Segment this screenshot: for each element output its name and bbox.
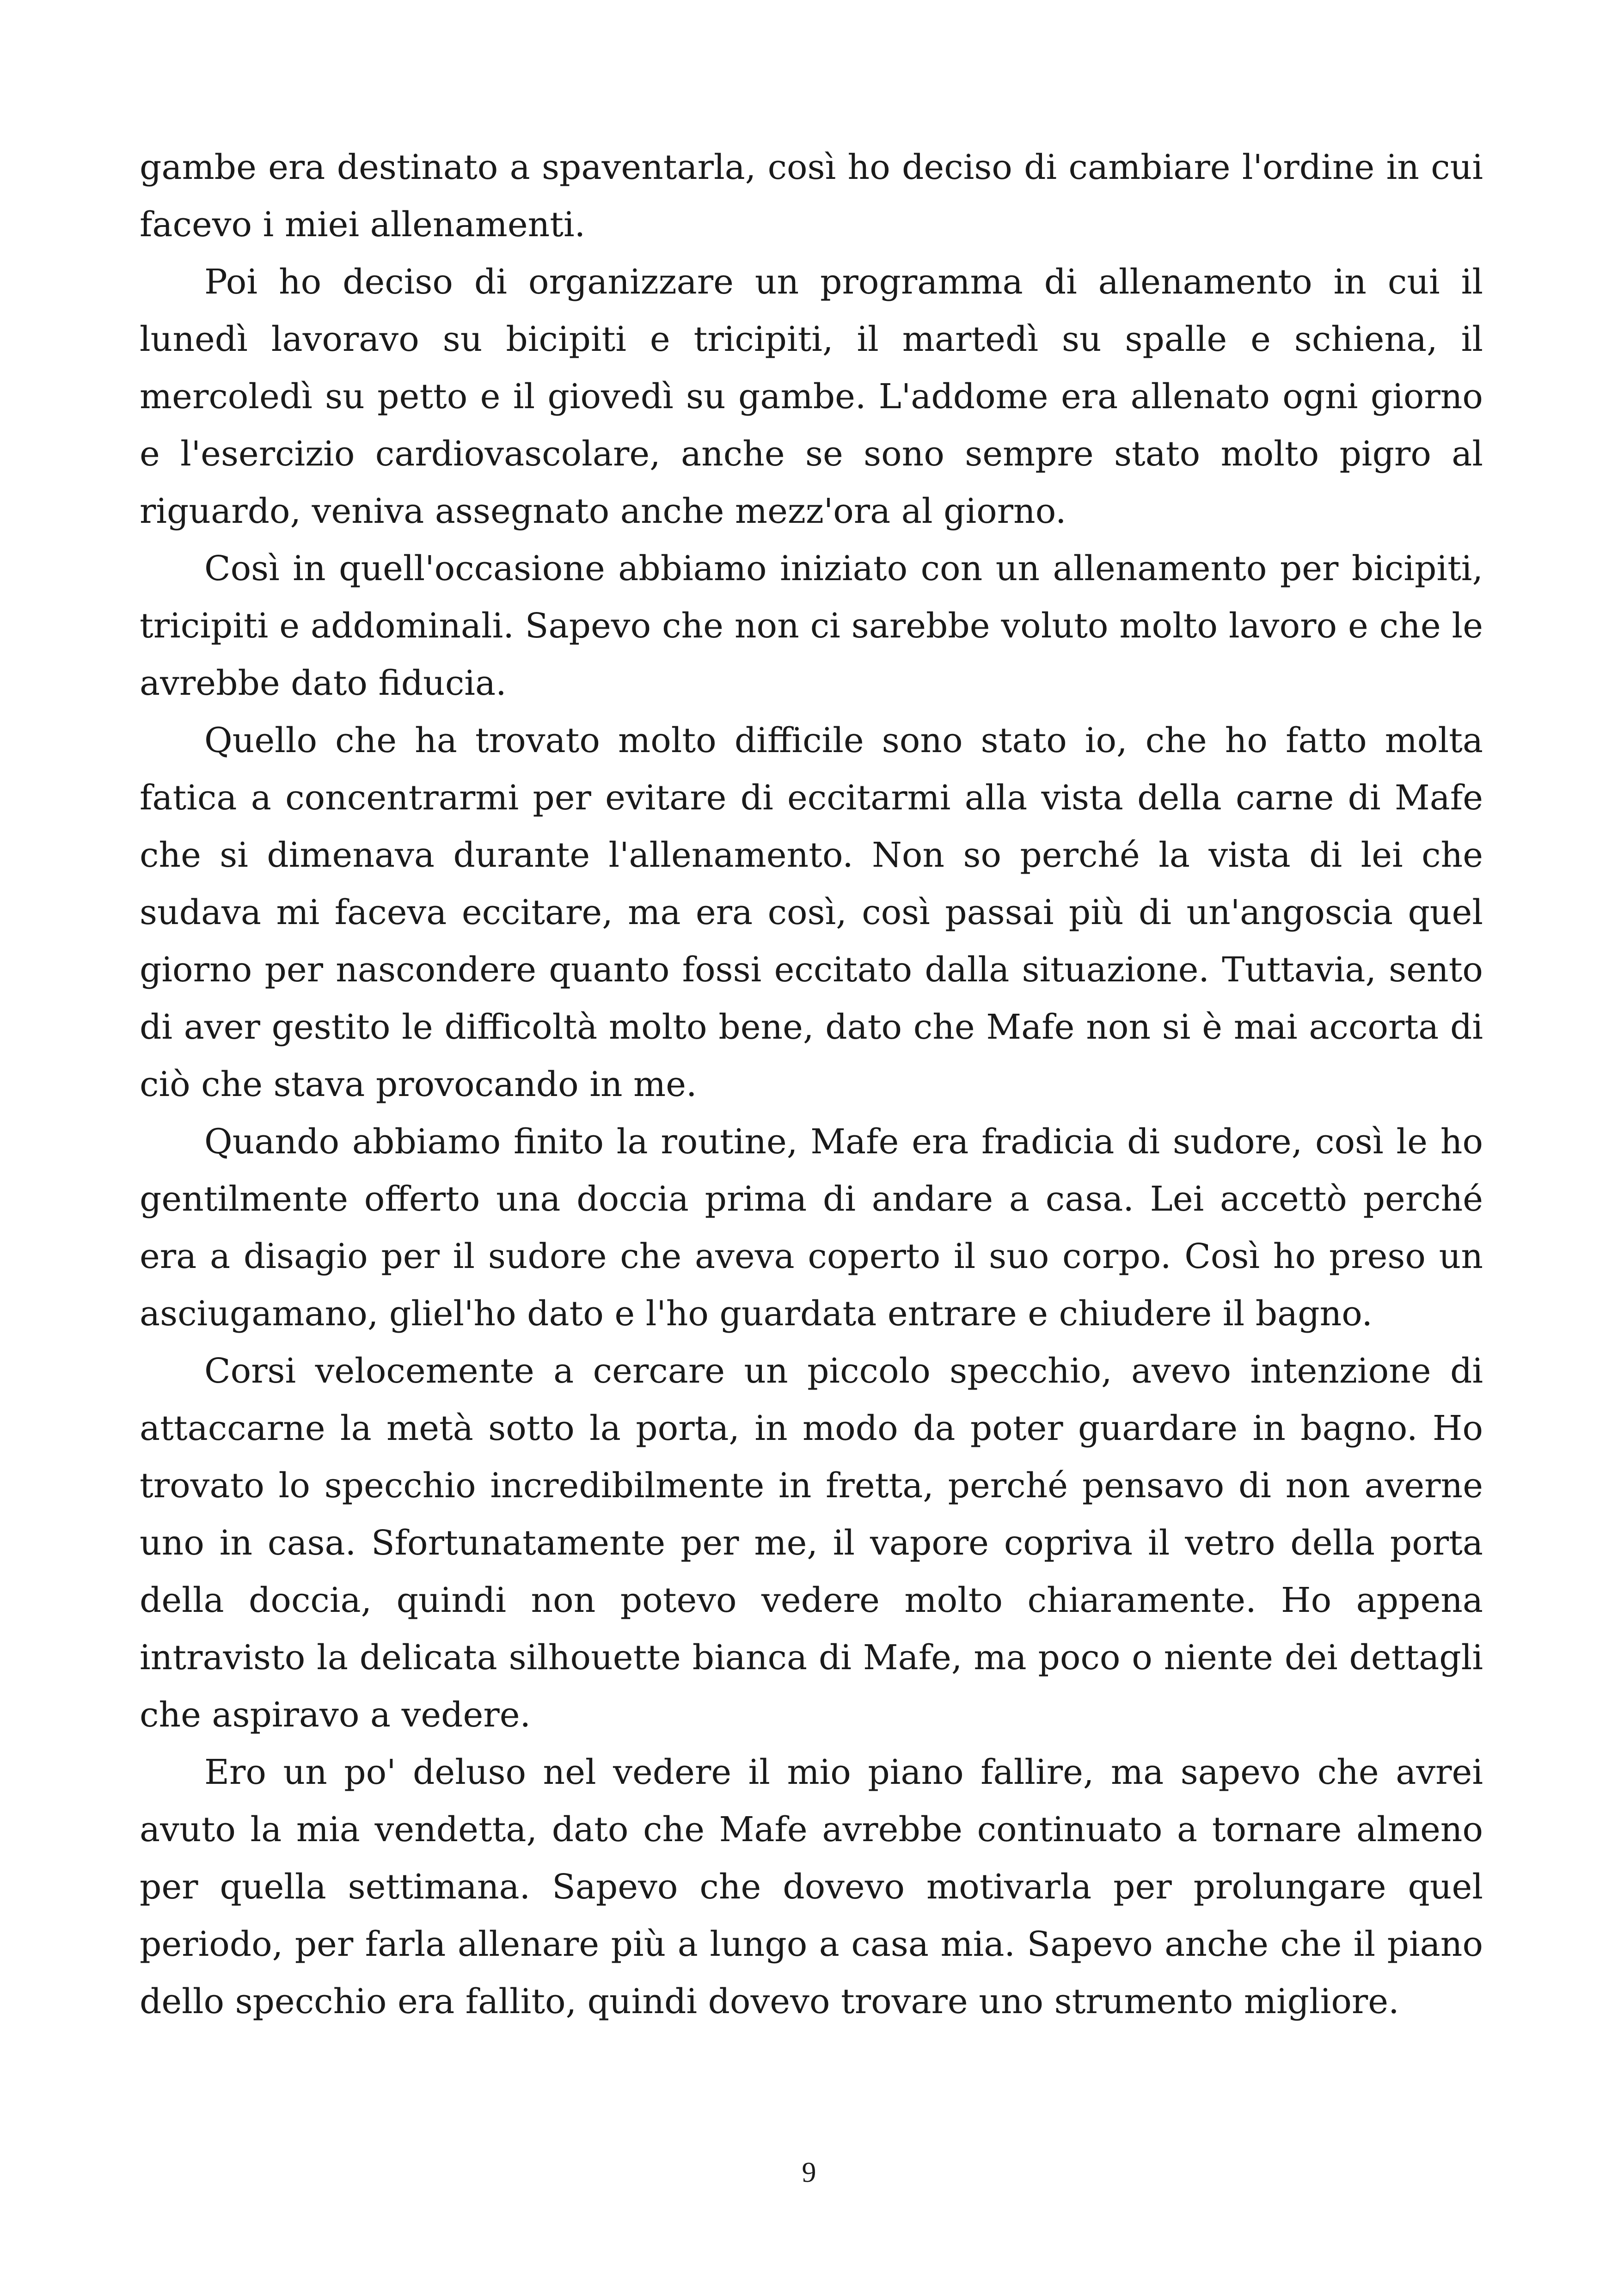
paragraph-5: Quando abbiamo finito la routine, Mafe era fradicia di sudore, così le ho gentilmente offerto una doccia prima di andare a casa. Lei accettò perché era a disagio per il sudore che aveva coperto il suo corpo. Così ho preso un asciugamano, gliel'ho dato e l'ho guardata entrare e chiudere il bagno. <box>140 1122 1483 1334</box>
paragraph-6: Corsi velocemente a cercare un piccolo specchio, avevo intenzione di attaccarne la metà sotto la porta, in modo da poter guardare in bagno. Ho trovato lo specchio incredibilmente in fretta, perché pensavo di non averne uno in casa. Sfortunatamente per me, il vapore copriva il vetro della porta della doccia, quindi non potevo vedere molto chiaramente. Ho appena intravisto la delicata silhouette bianca di Mafe, ma poco o niente dei dettagli che aspiravo a vedere. <box>140 1351 1483 1735</box>
paragraph-7: Ero un po' deluso nel vedere il mio piano fallire, ma sapevo che avrei avuto la mia vendetta, dato che Mafe avrebbe continuato a tornare almeno per quella settimana. Sapevo che dovevo motivarla per prolungare quel periodo, per farla allenare più a lungo a casa mia. Sapevo anche che il piano dello specchio era fallito, quindi dovevo trovare uno strumento migliore. <box>140 1752 1483 2021</box>
page-number: 9 <box>802 2157 816 2188</box>
paragraph-2: Poi ho deciso di organizzare un programma di allenamento in cui il lunedì lavoravo su bicipiti e tricipiti, il martedì su spalle e schiena, il mercoledì su petto e il giovedì su gambe. L'addome era allenato ogni giorno e l'esercizio cardiovascolare, anche se sono sempre stato molto pigro al riguardo, veniva assegnato anche mezz'ora al giorno. <box>140 262 1483 531</box>
body-text <box>140 139 1483 2030</box>
paragraph-4: Quello che ha trovato molto difficile sono stato io, che ho fatto molta fatica a concentrarmi per evitare di eccitarmi alla vista della carne di Mafe che si dimenava durante l'allenamento. Non so perché la vista di lei che sudava mi faceva eccitare, ma era così, così passai più di un'angoscia quel giorno per nascondere quanto fossi eccitato dalla situazione. Tuttavia, sento di aver gestito le difficoltà molto bene, dato che Mafe non si è mai accorta di ciò che stava provocando in me. <box>140 721 1483 1104</box>
paragraph-3: Così in quell'occasione abbiamo iniziato con un allenamento per bicipiti, tricipiti e addominali. Sapevo che non ci sarebbe voluto molto lavoro e che le avrebbe dato fiducia. <box>140 549 1483 703</box>
paragraph-1-continued: gambe era destinato a spaventarla, così ho deciso di cambiare l'ordine in cui facevo i miei allenamenti. <box>140 147 1483 245</box>
